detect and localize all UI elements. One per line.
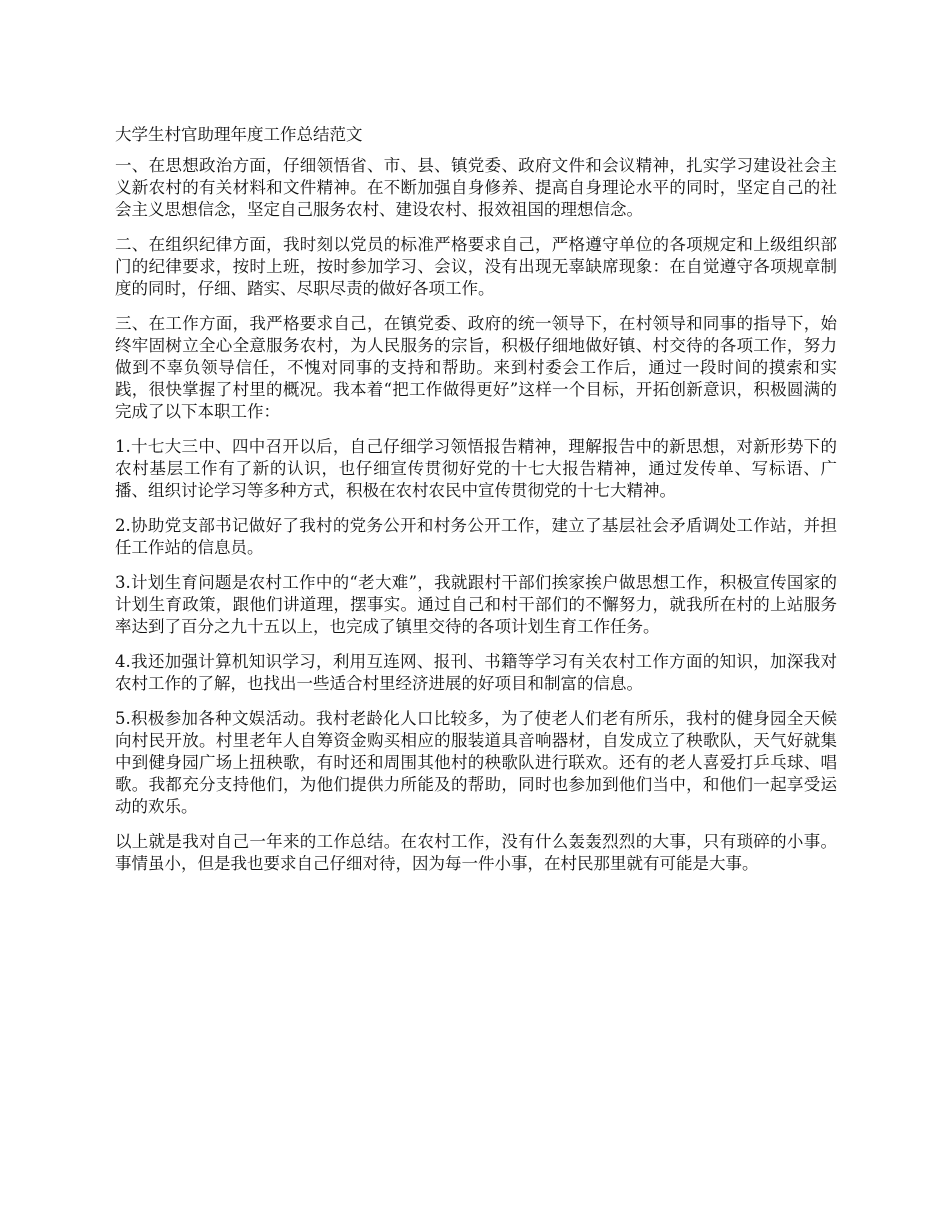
paragraph-item-1: 1.十七大三中、四中召开以后，自己仔细学习领悟报告精神，理解报告中的新思想，对新形势下的农村基层工作有了新的认识，也仔细宣传贯彻好党的十七大报告精神，通过发传单、写标语、广播、组织讨论学习等多种方式，积极在农村农民中宣传贯彻党的十七大精神。 [115, 437, 837, 500]
paragraph-item-4: 4.我还加强计算机知识学习，利用互连网、报刊、书籍等学习有关农村工作方面的知识，加深我对农村工作的了解，也找出一些适合村里经济进展的好项目和制富的信息。 [115, 652, 837, 693]
paragraph-discipline: 二、在组织纪律方面，我时刻以党员的标准严格要求自己，严格遵守单位的各项规定和上级组织部门的纪律要求，按时上班，按时参加学习、会议，没有出现无辜缺席现象：在自觉遵守各项规章制度的同时，仔细、踏实、尽职尽责的做好各项工作。 [115, 235, 837, 298]
paragraph-item-5: 5.积极参加各种文娱活动。我村老龄化人口比较多，为了使老人们老有所乐，我村的健身园全天候向村民开放。村里老年人自筹资金购买相应的服装道具音响器材，自发成立了秧歌队，天气好就集中到健身园广场上扭秧歌，有时还和周围其他村的秧歌队进行联欢。还有的老人喜爱打乒乓球、唱歌。我都充分支持他们，为他们提供力所能及的帮助，同时也参加到他们当中，和他们一起享受运动的欢乐。 [115, 709, 837, 816]
document-title: 大学生村官助理年度工作总结范文 [115, 125, 363, 144]
paragraph-political: 一、在思想政治方面，仔细领悟省、市、县、镇党委、政府文件和会议精神，扎实学习建设社会主义新农村的有关材料和文件精神。在不断加强自身修养、提高自身理论水平的同时，坚定自己的社会主义思想信念，坚定自己服务农村、建设农村、报效祖国的理想信念。 [115, 156, 837, 219]
document-page [115, 124, 837, 888]
paragraph-conclusion: 以上就是我对自己一年来的工作总结。在农村工作，没有什么轰轰烈烈的大事，只有琐碎的小事。事情虽小，但是我也要求自己仔细对待，因为每一件小事，在村民那里就有可能是大事。 [115, 832, 837, 873]
paragraph-item-2: 2.协助党支部书记做好了我村的党务公开和村务公开工作，建立了基层社会矛盾调处工作站，并担任工作站的信息员。 [115, 516, 837, 557]
paragraph-work: 三、在工作方面，我严格要求自己，在镇党委、政府的统一领导下，在村领导和同事的指导下，始终牢固树立全心全意服务农村，为人民服务的宗旨，积极仔细地做好镇、村交待的各项工作，努力做到不辜负领导信任，不愧对同事的支持和帮助。来到村委会工作后，通过一段时间的摸索和实践，很快掌握了村里的概况。我本着“把工作做得更好”这样一个目标，开拓创新意识，积极圆满的完成了以下本职工作： [115, 314, 837, 421]
paragraph-item-3: 3.计划生育问题是农村工作中的“老大难”，我就跟村干部们挨家挨户做思想工作，积极宣传国家的计划生育政策，跟他们讲道理，摆事实。通过自己和村干部们的不懈努力，就我所在村的上站服务率达到了百分之九十五以上，也完成了镇里交待的各项计划生育工作任务。 [115, 573, 837, 636]
